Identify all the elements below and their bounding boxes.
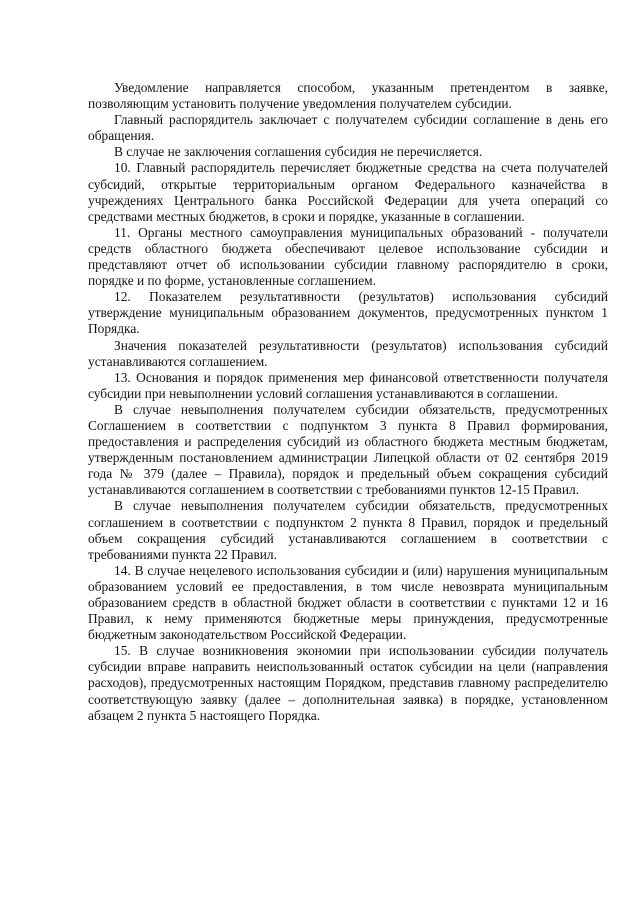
paragraph-agreement-conclusion: Главный распорядитель заключает с получателем субсидии соглашение в день его обращения.: [88, 112, 608, 144]
paragraph-item-11: 11. Органы местного самоуправления муниципальных образований - получатели средств областного бюджета обеспечивают целевое использование субсидии и представляют отчет об использовании субсидии главному распорядителю в сроки, порядке и по форме, установленные соглашением.: [88, 224, 608, 289]
paragraph-indicator-values: Значения показателей результативности (результатов) использования субсидий устанавливаются соглашением.: [88, 337, 608, 369]
paragraph-non-fulfillment-clause-2: В случае невыполнения получателем субсидии обязательств, предусмотренных соглашением в соответствии с подпунктом 2 пункта 8 Правил, порядок и предельный объем сокращения субсидий устанавливаются соглашением в соответствии с требованиями пункта 22 Правил.: [88, 498, 608, 562]
paragraph-item-10: 10. Главный распорядитель перечисляет бюджетные средства на счета получателей субсидий, открытые территориальным органом Федерального казначейства в учреждениях Центрального банка Российской Федерации для учета операций со средствами местных бюджетов, в сроки и порядке, указанные в соглашении.: [88, 160, 608, 224]
paragraph-item-15: 15. В случае возникновения экономии при использовании субсидии получатель субсидии вправе направить неиспользованный остаток субсидии на цели (направления расходов), предусмотренных настоящим Порядком, представив главному распределителю соответствующую заявку (далее – дополнительная заявка) в порядке, установленном абзацем 2 пункта 5 настоящего Порядка.: [88, 643, 608, 723]
paragraph-item-12: 12. Показателем результативности (результатов) использования субсидий утверждение муниципальным образованием документов, предусмотренных пунктом 1 Порядка.: [88, 289, 608, 337]
paragraph-notification-method: Уведомление направляется способом, указанным претендентом в заявке, позволяющим установить получение уведомления получателем субсидии.: [88, 80, 608, 112]
paragraph-no-agreement: В случае не заключения соглашения субсидия не перечисляется.: [114, 144, 483, 160]
paragraph-item-14: 14. В случае нецелевого использования субсидии и (или) нарушения муниципальным образованием условий ее предоставления, в том числе невозврата муниципальным образованием средств в областной бюджет области в соответствии с пунктами 12 и 16 Правил, к нему применяются бюджетные меры принуждения, предусмотренные бюджетным законодательством Российской Федерации.: [88, 562, 608, 643]
document-body: [88, 80, 608, 724]
paragraph-item-13: 13. Основания и порядок применения мер финансовой ответственности получателя субсидии при невыполнении условий соглашения устанавливаются в соглашении.: [88, 369, 608, 401]
paragraph-non-fulfillment-clause-3: В случае невыполнения получателем субсидии обязательств, предусмотренных Соглашением в соответствии с подпунктом 3 пункта 8 Правил формирования, предоставления и распределения субсидий из областного бюджета местным бюджетам, утвержденным постановлением администрации Липецкой области от 02 сентября 2019 года № 379 (далее – Правила), порядок и предельный объем сокращения субсидий устанавливаются соглашением в соответствии с требованиями пунктов 12-15 Правил.: [88, 401, 608, 498]
